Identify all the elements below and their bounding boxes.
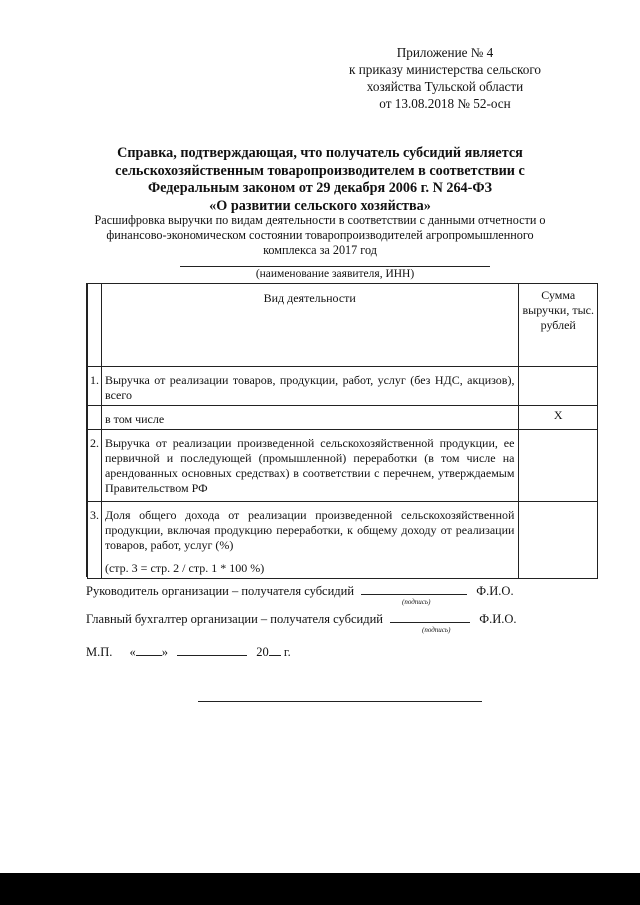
scan-edge-band — [0, 873, 640, 905]
table-row — [88, 406, 598, 430]
row-num: 2. — [88, 430, 102, 502]
row-text: Выручка от реализации товаров, продукции, работ, услуг (без НДС, акцизов), всего — [101, 367, 518, 406]
date-day-blank — [136, 655, 162, 656]
appendix-line-1: Приложение № 4 — [396, 45, 494, 60]
table-header-row — [88, 284, 598, 367]
document-subtitle — [70, 213, 570, 258]
title-line-4: «О развитии сельского хозяйства» — [209, 197, 431, 214]
row-text: Доля общего дохода от реализации произведенной сельскохозяйственной продукции, включая продукцию переработки, к общему доходу от реализации товаров, работ, услуг (%) — [104, 508, 515, 552]
appendix-line-4: от 13.08.2018 № 52-осн — [379, 96, 511, 111]
head-signature-line — [86, 584, 514, 599]
date-year-blank — [269, 655, 281, 656]
header-activity: Вид деятельности — [101, 284, 518, 367]
subtitle-line-2: финансово-экономическом состоянии товаропроизводителей агропромышленного — [106, 228, 534, 242]
title-line-2: сельскохозяйственным товаропроизводителем в соответствии с — [115, 162, 525, 179]
row-sum: X — [519, 406, 598, 430]
date-year-suffix: г. — [280, 645, 291, 659]
head-signature-blank — [361, 594, 467, 595]
accountant-signature-line — [86, 612, 517, 627]
row-sum — [519, 430, 598, 502]
appendix-line-2: к приказу министерства сельского — [348, 62, 542, 77]
row-num: 3. — [88, 502, 102, 579]
head-fio: Ф.И.О. — [476, 584, 514, 598]
accountant-fio: Ф.И.О. — [479, 612, 517, 626]
appendix-line-3: хозяйства Тульской области — [366, 79, 524, 94]
subtitle-line-1: Расшифровка выручки по видам деятельности в соответствии с данными отчетности о — [94, 213, 546, 227]
head-signature-caption: (подпись) — [402, 598, 431, 606]
date-month-blank — [177, 655, 247, 656]
accountant-label: Главный бухгалтер организации – получателя субсидий — [86, 612, 383, 626]
header-sum: Сумма выручки, тыс. рублей — [519, 284, 598, 367]
accountant-signature-blank — [390, 622, 470, 623]
mp-label: М.П. — [86, 645, 113, 659]
row-sum — [519, 502, 598, 579]
stamp-date-line — [86, 645, 291, 660]
applicant-caption: (наименование заявителя, ИНН) — [255, 268, 415, 280]
table-row — [88, 502, 598, 579]
applicant-name-line — [180, 266, 490, 267]
document-title — [70, 145, 570, 215]
row-num: 1. — [88, 367, 102, 406]
bottom-rule — [198, 701, 482, 702]
table-row — [88, 430, 598, 502]
accountant-signature-caption: (подпись) — [422, 626, 451, 634]
head-label: Руководитель организации – получателя субсидий — [86, 584, 355, 598]
row-num — [88, 406, 102, 430]
date-year-prefix: 20 — [256, 645, 269, 659]
row-formula: (стр. 3 = стр. 2 / стр. 1 * 100 %) — [104, 561, 265, 575]
row-content — [101, 502, 518, 579]
subtitle-line-3: комплекса за 2017 год — [263, 243, 377, 257]
row-sum — [519, 367, 598, 406]
appendix-header — [300, 44, 590, 112]
row-text: в том числе — [101, 406, 518, 430]
revenue-table — [87, 283, 598, 579]
date-close-quote: » — [161, 645, 169, 659]
date-open-quote: « — [129, 645, 136, 659]
header-num-cell — [88, 284, 102, 367]
table-row — [88, 367, 598, 406]
title-line-1: Справка, подтверждающая, что получатель субсидий является — [117, 145, 523, 161]
row-text: Выручка от реализации произведенной сельскохозяйственной продукции, ее первичной и последующей (промышленной) переработки (в том числе на арендованных основных средствах) в соответствии с перечнем, утверждаемым Правительством РФ — [101, 430, 518, 502]
title-line-3: Федеральным законом от 29 декабря 2006 г. N 264-ФЗ — [147, 180, 493, 196]
